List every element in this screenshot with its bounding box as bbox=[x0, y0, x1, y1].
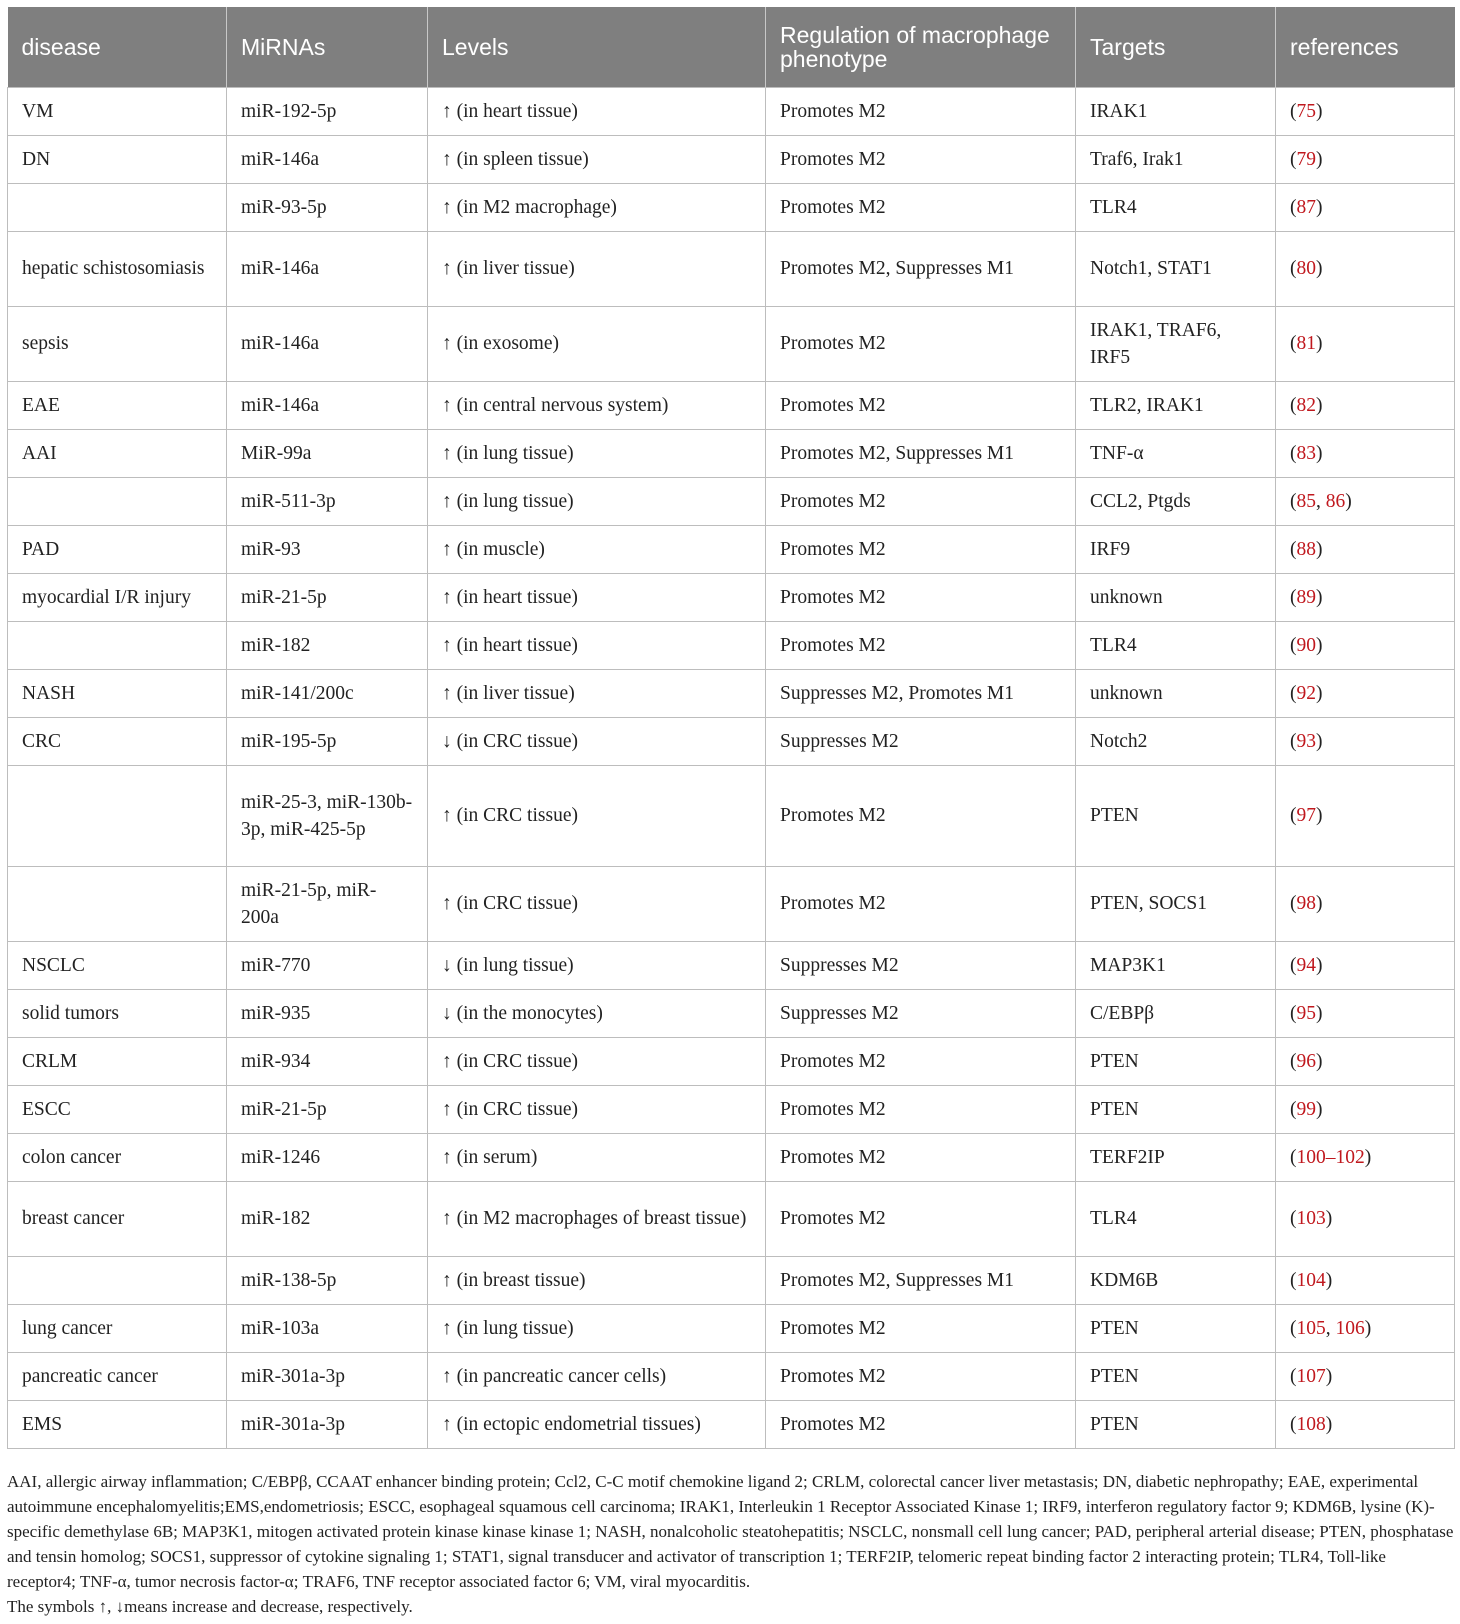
disease-cell: CRLM bbox=[8, 1037, 227, 1085]
reference-link[interactable]: 90 bbox=[1296, 634, 1316, 656]
mirna-cell: miR-93 bbox=[227, 525, 428, 573]
regulation-cell: Promotes M2 bbox=[766, 621, 1076, 669]
references-cell: (98) bbox=[1276, 866, 1455, 941]
reference-link[interactable]: 95 bbox=[1296, 1002, 1316, 1024]
references-cell: (85, 86) bbox=[1276, 477, 1455, 525]
level-cell: ↑ (in CRC tissue) bbox=[428, 1085, 766, 1133]
level-cell: ↑ (in spleen tissue) bbox=[428, 135, 766, 183]
targets-cell: PTEN bbox=[1076, 765, 1276, 866]
mirna-cell: miR-21-5p bbox=[227, 573, 428, 621]
mirna-cell: miR-770 bbox=[227, 941, 428, 989]
disease-cell: NSCLC bbox=[8, 941, 227, 989]
targets-cell: IRF9 bbox=[1076, 525, 1276, 573]
table-row bbox=[8, 1085, 1455, 1133]
level-cell: ↑ (in liver tissue) bbox=[428, 669, 766, 717]
reference-link[interactable]: 88 bbox=[1296, 538, 1316, 560]
references-cell: (87) bbox=[1276, 183, 1455, 231]
reference-link[interactable]: 85 bbox=[1296, 490, 1316, 512]
references-cell: (81) bbox=[1276, 306, 1455, 381]
level-cell: ↑ (in breast tissue) bbox=[428, 1256, 766, 1304]
mirna-cell: miR-1246 bbox=[227, 1133, 428, 1181]
mirna-cell: miR-146a bbox=[227, 231, 428, 306]
reference-link[interactable]: 92 bbox=[1296, 682, 1316, 704]
references-cell: (82) bbox=[1276, 381, 1455, 429]
regulation-cell: Promotes M2 bbox=[766, 306, 1076, 381]
reference-link[interactable]: 83 bbox=[1296, 442, 1316, 464]
header-row bbox=[8, 7, 1455, 87]
disease-cell: AAI bbox=[8, 429, 227, 477]
targets-cell: C/EBPβ bbox=[1076, 989, 1276, 1037]
header-levels: Levels bbox=[428, 7, 766, 87]
level-cell: ↓ (in CRC tissue) bbox=[428, 717, 766, 765]
targets-cell: PTEN bbox=[1076, 1304, 1276, 1352]
symbols-note: The symbols ↑, ↓means increase and decrease, respectively. bbox=[7, 1597, 413, 1616]
disease-cell bbox=[8, 183, 227, 231]
disease-cell bbox=[8, 765, 227, 866]
regulation-cell: Promotes M2 bbox=[766, 573, 1076, 621]
references-cell: (97) bbox=[1276, 765, 1455, 866]
level-cell: ↑ (in pancreatic cancer cells) bbox=[428, 1352, 766, 1400]
disease-cell: ESCC bbox=[8, 1085, 227, 1133]
table-row bbox=[8, 573, 1455, 621]
disease-cell: myocardial I/R injury bbox=[8, 573, 227, 621]
references-cell: (80) bbox=[1276, 231, 1455, 306]
table-row bbox=[8, 941, 1455, 989]
reference-link[interactable]: 104 bbox=[1296, 1269, 1326, 1291]
targets-cell: PTEN bbox=[1076, 1352, 1276, 1400]
table-row bbox=[8, 231, 1455, 306]
targets-cell: PTEN bbox=[1076, 1400, 1276, 1448]
targets-cell: Notch1, STAT1 bbox=[1076, 231, 1276, 306]
table-row bbox=[8, 1304, 1455, 1352]
references-cell: (99) bbox=[1276, 1085, 1455, 1133]
level-cell: ↑ (in heart tissue) bbox=[428, 621, 766, 669]
disease-cell: EAE bbox=[8, 381, 227, 429]
disease-cell: colon cancer bbox=[8, 1133, 227, 1181]
reference-link[interactable]: 89 bbox=[1296, 586, 1316, 608]
reference-link[interactable]: 93 bbox=[1296, 730, 1316, 752]
references-cell: (90) bbox=[1276, 621, 1455, 669]
disease-cell: pancreatic cancer bbox=[8, 1352, 227, 1400]
mirna-cell: miR-141/200c bbox=[227, 669, 428, 717]
level-cell: ↑ (in serum) bbox=[428, 1133, 766, 1181]
regulation-cell: Promotes M2 bbox=[766, 1181, 1076, 1256]
table-row bbox=[8, 669, 1455, 717]
mirna-cell: miR-511-3p bbox=[227, 477, 428, 525]
mirna-cell: miR-301a-3p bbox=[227, 1400, 428, 1448]
level-cell: ↑ (in lung tissue) bbox=[428, 1304, 766, 1352]
reference-link[interactable]: 75 bbox=[1296, 100, 1316, 122]
disease-cell: EMS bbox=[8, 1400, 227, 1448]
disease-cell bbox=[8, 621, 227, 669]
table-body bbox=[8, 87, 1455, 1448]
regulation-cell: Suppresses M2 bbox=[766, 941, 1076, 989]
reference-link[interactable]: 87 bbox=[1296, 196, 1316, 218]
references-cell: (79) bbox=[1276, 135, 1455, 183]
level-cell: ↑ (in CRC tissue) bbox=[428, 765, 766, 866]
regulation-cell: Promotes M2, Suppresses M1 bbox=[766, 231, 1076, 306]
regulation-cell: Promotes M2, Suppresses M1 bbox=[766, 1256, 1076, 1304]
regulation-cell: Suppresses M2 bbox=[766, 717, 1076, 765]
level-cell: ↑ (in ectopic endometrial tissues) bbox=[428, 1400, 766, 1448]
references-cell: (96) bbox=[1276, 1037, 1455, 1085]
table-row bbox=[8, 1352, 1455, 1400]
reference-link[interactable]: 86 bbox=[1325, 490, 1346, 512]
disease-cell bbox=[8, 866, 227, 941]
regulation-cell: Promotes M2 bbox=[766, 381, 1076, 429]
disease-cell: DN bbox=[8, 135, 227, 183]
references-cell: (107) bbox=[1276, 1352, 1455, 1400]
targets-cell: TLR4 bbox=[1076, 1181, 1276, 1256]
targets-cell: unknown bbox=[1076, 573, 1276, 621]
targets-cell: IRAK1 bbox=[1076, 87, 1276, 135]
reference-link[interactable]: 94 bbox=[1296, 954, 1316, 976]
regulation-cell: Promotes M2 bbox=[766, 765, 1076, 866]
level-cell: ↑ (in heart tissue) bbox=[428, 573, 766, 621]
mirna-cell: miR-182 bbox=[227, 1181, 428, 1256]
reference-link[interactable]: 81 bbox=[1296, 333, 1316, 354]
mirna-macrophage-table bbox=[7, 7, 1455, 1449]
targets-cell: PTEN bbox=[1076, 1085, 1276, 1133]
targets-cell: IRAK1, TRAF6, IRF5 bbox=[1076, 306, 1276, 381]
disease-cell: NASH bbox=[8, 669, 227, 717]
level-cell: ↑ (in central nervous system) bbox=[428, 381, 766, 429]
reference-link[interactable]: 98 bbox=[1296, 893, 1316, 914]
mirna-cell: miR-103a bbox=[227, 1304, 428, 1352]
mirna-cell: miR-146a bbox=[227, 306, 428, 381]
disease-cell: PAD bbox=[8, 525, 227, 573]
references-cell: (95) bbox=[1276, 989, 1455, 1037]
reference-link[interactable]: 106 bbox=[1335, 1317, 1365, 1339]
regulation-cell: Promotes M2 bbox=[766, 87, 1076, 135]
regulation-cell: Promotes M2 bbox=[766, 1037, 1076, 1085]
regulation-cell: Promotes M2 bbox=[766, 1133, 1076, 1181]
level-cell: ↑ (in M2 macrophage) bbox=[428, 183, 766, 231]
reference-link[interactable]: 108 bbox=[1296, 1413, 1326, 1435]
mirna-cell: miR-301a-3p bbox=[227, 1352, 428, 1400]
mirna-cell: miR-138-5p bbox=[227, 1256, 428, 1304]
targets-cell: PTEN, SOCS1 bbox=[1076, 866, 1276, 941]
mirna-cell: miR-146a bbox=[227, 381, 428, 429]
regulation-cell: Promotes M2 bbox=[766, 477, 1076, 525]
regulation-cell: Promotes M2 bbox=[766, 866, 1076, 941]
table-row bbox=[8, 381, 1455, 429]
level-cell: ↓ (in lung tissue) bbox=[428, 941, 766, 989]
targets-cell: TERF2IP bbox=[1076, 1133, 1276, 1181]
mirna-cell: MiR-99a bbox=[227, 429, 428, 477]
table-row bbox=[8, 765, 1455, 866]
table-row bbox=[8, 1181, 1455, 1256]
disease-cell bbox=[8, 1256, 227, 1304]
mirna-cell: miR-146a bbox=[227, 135, 428, 183]
mirna-cell: miR-93-5p bbox=[227, 183, 428, 231]
table-row bbox=[8, 717, 1455, 765]
abbreviations-note: AAI, allergic airway inflammation; C/EBPβ, CCAAT enhancer binding protein; Ccl2, C-C motif chemokine ligand 2; CRLM, colorectal cancer liver metastasis; DN, diabetic nephropathy; EAE, experimental autoimmune encephalomyelitis;EMS,endometriosis; ESCC, esophageal squamous cell carcinoma; IRAK1, Interleukin 1 Receptor Associated Kinase 1; IRF9, interferon regulatory factor 9; KDM6B, lysine (K)-specific demethylase 6B; MAP3K1, mitogen activated protein kinase kinase kinase 1; NASH, nonalcoholic steatohepatitis; NSCLC, nonsmall cell lung cancer; PAD, peripheral arterial disease; PTEN, phosphatase and tensin homolog; SOCS1, suppressor of cytokine signaling 1; STAT1, signal transducer and activator of transcription 1; TERF2IP, telomeric repeat binding factor 2 interacting protein; TLR4, Toll-like receptor4; TNF-α, tumor necrosis factor-α; TRAF6, TNF receptor associated factor 6; VM, viral myocarditis. bbox=[7, 1472, 1454, 1591]
level-cell: ↑ (in lung tissue) bbox=[428, 429, 766, 477]
mirna-cell: miR-21-5p, miR-200a bbox=[227, 866, 428, 941]
disease-cell: solid tumors bbox=[8, 989, 227, 1037]
reference-link[interactable]: 79 bbox=[1296, 148, 1316, 170]
regulation-cell: Promotes M2 bbox=[766, 1085, 1076, 1133]
level-cell: ↑ (in M2 macrophages of breast tissue) bbox=[428, 1181, 766, 1256]
reference-link[interactable]: 99 bbox=[1296, 1098, 1316, 1120]
targets-cell: TLR2, IRAK1 bbox=[1076, 381, 1276, 429]
disease-cell: CRC bbox=[8, 717, 227, 765]
targets-cell: TLR4 bbox=[1076, 621, 1276, 669]
table-row bbox=[8, 1037, 1455, 1085]
level-cell: ↑ (in exosome) bbox=[428, 306, 766, 381]
table-row bbox=[8, 1256, 1455, 1304]
references-cell: (83) bbox=[1276, 429, 1455, 477]
table-row bbox=[8, 477, 1455, 525]
table-row bbox=[8, 621, 1455, 669]
level-cell: ↓ (in the monocytes) bbox=[428, 989, 766, 1037]
mirna-cell: miR-182 bbox=[227, 621, 428, 669]
level-cell: ↑ (in heart tissue) bbox=[428, 87, 766, 135]
level-cell: ↑ (in liver tissue) bbox=[428, 231, 766, 306]
reference-link[interactable]: 97 bbox=[1296, 805, 1316, 826]
references-cell: (93) bbox=[1276, 717, 1455, 765]
disease-cell bbox=[8, 477, 227, 525]
table-row bbox=[8, 1400, 1455, 1448]
reference-link[interactable]: 100–102 bbox=[1296, 1146, 1365, 1168]
disease-cell: VM bbox=[8, 87, 227, 135]
table-row bbox=[8, 429, 1455, 477]
reference-link[interactable]: 96 bbox=[1296, 1050, 1316, 1072]
level-cell: ↑ (in CRC tissue) bbox=[428, 1037, 766, 1085]
references-cell: (94) bbox=[1276, 941, 1455, 989]
regulation-cell: Promotes M2 bbox=[766, 525, 1076, 573]
reference-link[interactable]: 107 bbox=[1296, 1365, 1326, 1387]
header-regulation: Regulation of macrophage phenotype bbox=[766, 7, 1076, 87]
targets-cell: KDM6B bbox=[1076, 1256, 1276, 1304]
targets-cell: Notch2 bbox=[1076, 717, 1276, 765]
regulation-cell: Promotes M2 bbox=[766, 1400, 1076, 1448]
mirna-cell: miR-195-5p bbox=[227, 717, 428, 765]
mirna-cell: miR-935 bbox=[227, 989, 428, 1037]
regulation-cell: Suppresses M2 bbox=[766, 989, 1076, 1037]
level-cell: ↑ (in CRC tissue) bbox=[428, 866, 766, 941]
references-cell: (103) bbox=[1276, 1181, 1455, 1256]
references-cell: (92) bbox=[1276, 669, 1455, 717]
references-cell: (108) bbox=[1276, 1400, 1455, 1448]
targets-cell: PTEN bbox=[1076, 1037, 1276, 1085]
table-row bbox=[8, 135, 1455, 183]
references-cell: (88) bbox=[1276, 525, 1455, 573]
table-row bbox=[8, 306, 1455, 381]
references-cell: (75) bbox=[1276, 87, 1455, 135]
reference-link[interactable]: 80 bbox=[1296, 258, 1316, 279]
disease-cell: hepatic schistosomiasis bbox=[8, 231, 227, 306]
table-row bbox=[8, 87, 1455, 135]
header-mirnas: MiRNAs bbox=[227, 7, 428, 87]
table-row bbox=[8, 1133, 1455, 1181]
mirna-cell: miR-21-5p bbox=[227, 1085, 428, 1133]
reference-link[interactable]: 103 bbox=[1296, 1208, 1326, 1229]
header-disease: disease bbox=[8, 7, 227, 87]
targets-cell: TNF-α bbox=[1076, 429, 1276, 477]
header-references: references bbox=[1276, 7, 1455, 87]
mirna-cell: miR-25-3, miR-130b-3p, miR-425-5p bbox=[227, 765, 428, 866]
references-cell: (89) bbox=[1276, 573, 1455, 621]
mirna-cell: miR-192-5p bbox=[227, 87, 428, 135]
targets-cell: MAP3K1 bbox=[1076, 941, 1276, 989]
regulation-cell: Promotes M2 bbox=[766, 1304, 1076, 1352]
mirna-cell: miR-934 bbox=[227, 1037, 428, 1085]
table-row bbox=[8, 866, 1455, 941]
disease-cell: sepsis bbox=[8, 306, 227, 381]
table-row bbox=[8, 183, 1455, 231]
header-targets: Targets bbox=[1076, 7, 1276, 87]
targets-cell: CCL2, Ptgds bbox=[1076, 477, 1276, 525]
regulation-cell: Promotes M2, Suppresses M1 bbox=[766, 429, 1076, 477]
targets-cell: Traf6, Irak1 bbox=[1076, 135, 1276, 183]
regulation-cell: Promotes M2 bbox=[766, 183, 1076, 231]
table-row bbox=[8, 989, 1455, 1037]
regulation-cell: Suppresses M2, Promotes M1 bbox=[766, 669, 1076, 717]
disease-cell: lung cancer bbox=[8, 1304, 227, 1352]
regulation-cell: Promotes M2 bbox=[766, 1352, 1076, 1400]
table-footnote bbox=[7, 1469, 1454, 1619]
table-container bbox=[7, 7, 1454, 1449]
targets-cell: TLR4 bbox=[1076, 183, 1276, 231]
references-cell: (105, 106) bbox=[1276, 1304, 1455, 1352]
reference-link[interactable]: 105 bbox=[1296, 1317, 1326, 1339]
targets-cell: unknown bbox=[1076, 669, 1276, 717]
references-cell: (100–102) bbox=[1276, 1133, 1455, 1181]
reference-link[interactable]: 82 bbox=[1296, 394, 1316, 416]
level-cell: ↑ (in muscle) bbox=[428, 525, 766, 573]
regulation-cell: Promotes M2 bbox=[766, 135, 1076, 183]
references-cell: (104) bbox=[1276, 1256, 1455, 1304]
disease-cell: breast cancer bbox=[8, 1181, 227, 1256]
table-row bbox=[8, 525, 1455, 573]
level-cell: ↑ (in lung tissue) bbox=[428, 477, 766, 525]
